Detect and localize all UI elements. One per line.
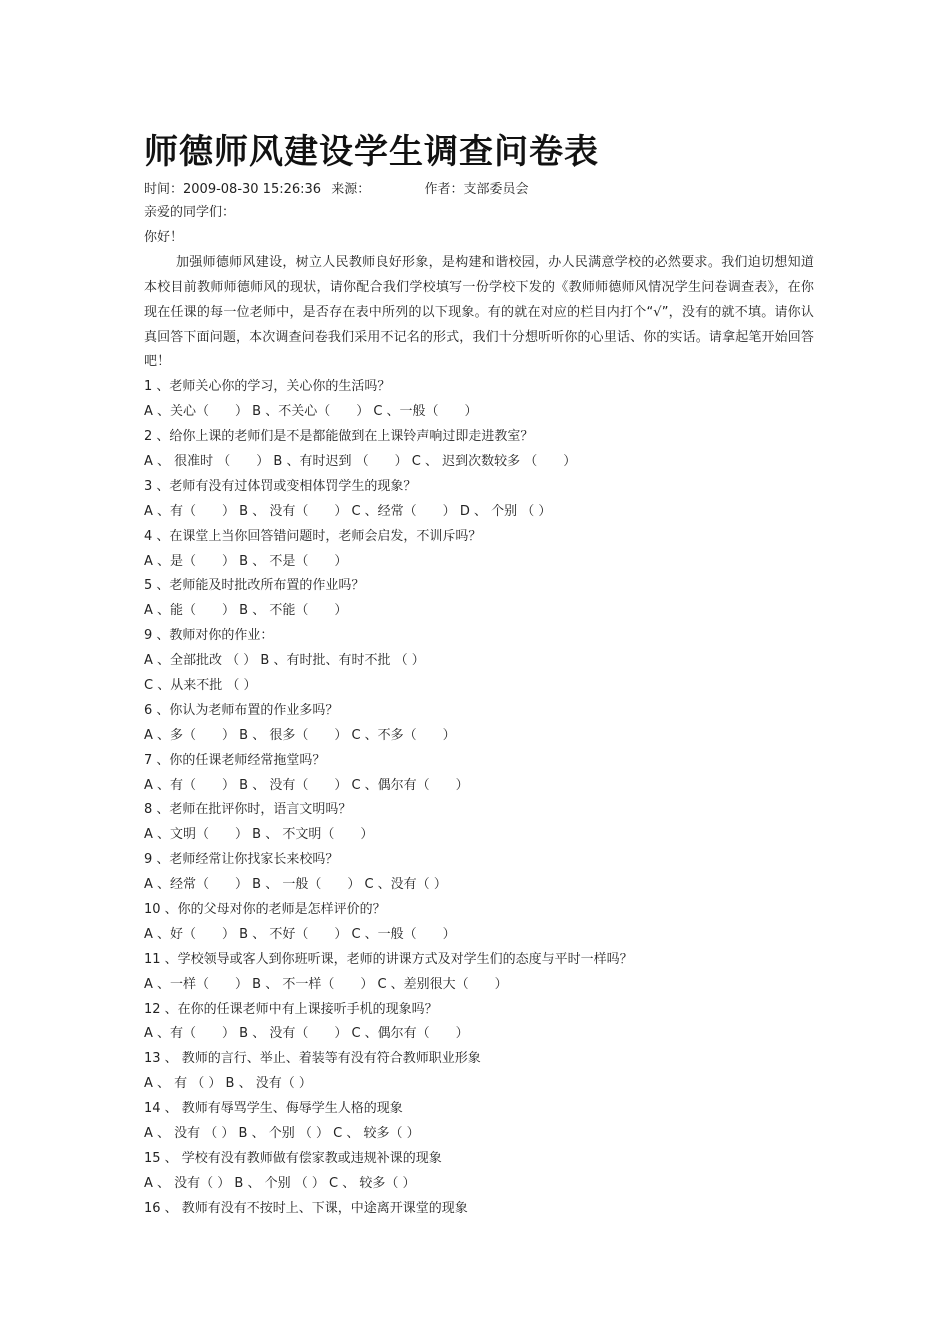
question-line: 4 、在课堂上当你回答错问题时，老师会启发，不训斥吗？ bbox=[144, 528, 482, 544]
question-line: 3 、老师有没有过体罚或变相体罚学生的现象？ bbox=[144, 478, 417, 494]
question-line: 6 、你认为老师布置的作业多吗？ bbox=[144, 702, 339, 718]
article-meta bbox=[144, 178, 535, 197]
question-line: 11 、学校领导或客人到你班听课，老师的讲课方式及对学生们的态度与平时一样吗？ bbox=[144, 951, 633, 967]
page-title: 师德师风建设学生调查问卷表 bbox=[144, 132, 599, 172]
answer-options-line: A 、是（ ） B 、 不是（ ） bbox=[144, 553, 348, 569]
question-line: 15 、 学校有没有教师做有偿家教或违规补课的现象 bbox=[144, 1150, 442, 1166]
question-line: 9 、教师对你的作业： bbox=[144, 628, 274, 644]
answer-options-line: A 、关心（ ） B 、不关心（ ） C 、一般（ ） bbox=[144, 404, 478, 420]
question-line: 14 、 教师有辱骂学生、侮辱学生人格的现象 bbox=[144, 1101, 403, 1117]
answer-options-line: A 、全部批改 （ ） B 、有时批、有时不批 （ ） bbox=[144, 653, 425, 669]
article-body bbox=[144, 201, 814, 1222]
answer-options-line: A 、有（ ） B 、 没有（ ） C 、经常（ ） D 、 个别 （ ） bbox=[144, 503, 552, 519]
answer-options-line: A 、 很准时 （ ） B 、有时迟到 （ ） C 、 迟到次数较多 （ ） bbox=[144, 453, 577, 469]
question-line: 5 、老师能及时批改所布置的作业吗？ bbox=[144, 578, 365, 594]
greeting-line: 亲爱的同学们： bbox=[144, 205, 236, 220]
question-line: 9 、老师经常让你找家长来校吗？ bbox=[144, 852, 339, 868]
meta-time: 时间：2009-08-30 15:26:36 bbox=[144, 182, 322, 197]
question-line: 2 、给你上课的老师们是不是都能做到在上课铃声响过即走进教室？ bbox=[144, 429, 534, 445]
question-line: 7 、你的任课老师经常拖堂吗？ bbox=[144, 752, 326, 768]
answer-options-line: C 、从来不批 （ ） bbox=[144, 678, 257, 693]
answer-options-line: A 、一样（ ） B 、 不一样（ ） C 、差别很大（ ） bbox=[144, 976, 508, 992]
answer-options-line: A 、 有 （ ） B 、 没有（ ） bbox=[144, 1076, 312, 1092]
answer-options-line: A 、好（ ） B 、 不好（ ） C 、一般（ ） bbox=[144, 926, 456, 942]
question-line: 16 、 教师有没有不按时上、下课，中途离开课堂的现象 bbox=[144, 1200, 468, 1216]
meta-source: 来源： bbox=[331, 182, 371, 197]
intro-paragraph: 加强师德师风建设，树立人民教师良好形象，是构建和谐校园，办人民满意学校的必然要求。我们迫切想知道本校目前教师师德师风的现状，请你配合我们学校填写一份学校下发的《教师师德师风情况学生问卷调查表》，在你现在任课的每一位老师中，是否存在表中所列的以下现象。有的就在对应的栏目内打个“√”，没有的就不填。请你认真回答下面问题，本次调查问卷我们采用不记名的形式，我们十分想听听你的心里话、你的实话。请拿起笔开始回答吧！ bbox=[144, 254, 814, 370]
answer-options-line: A 、有（ ） B 、 没有（ ） C 、偶尔有（ ） bbox=[144, 1026, 469, 1042]
answer-options-line: A 、文明（ ） B 、 不文明（ ） bbox=[144, 827, 374, 843]
answer-options-line: A 、 没有 （ ） B 、 个别 （ ） C 、 较多（ ） bbox=[144, 1126, 420, 1142]
question-line: 8 、老师在批评你时，语言文明吗？ bbox=[144, 802, 352, 818]
greeting-line: 你好！ bbox=[144, 229, 184, 245]
answer-options-line: A 、有（ ） B 、 没有（ ） C 、偶尔有（ ） bbox=[144, 777, 469, 793]
question-list bbox=[144, 375, 814, 1221]
question-line: 10 、你的父母对你的老师是怎样评价的？ bbox=[144, 902, 386, 918]
meta-author: 作者：支部委员会 bbox=[424, 182, 529, 197]
answer-options-line: A 、能（ ） B 、 不能（ ） bbox=[144, 603, 348, 619]
answer-options-line: A 、多（ ） B 、 很多（ ） C 、不多（ ） bbox=[144, 727, 456, 743]
question-line: 13 、 教师的言行、举止、着装等有没有符合教师职业形象 bbox=[144, 1051, 481, 1067]
answer-options-line: A 、经常（ ） B 、 一般（ ） C 、没有（ ） bbox=[144, 877, 447, 893]
question-line: 12 、在你的任课老师中有上课接听手机的现象吗？ bbox=[144, 1001, 438, 1017]
question-line: 1 、老师关心你的学习，关心你的生活吗？ bbox=[144, 379, 391, 395]
answer-options-line: A 、 没有（ ） B 、 个别 （ ） C 、 较多（ ） bbox=[144, 1175, 416, 1191]
